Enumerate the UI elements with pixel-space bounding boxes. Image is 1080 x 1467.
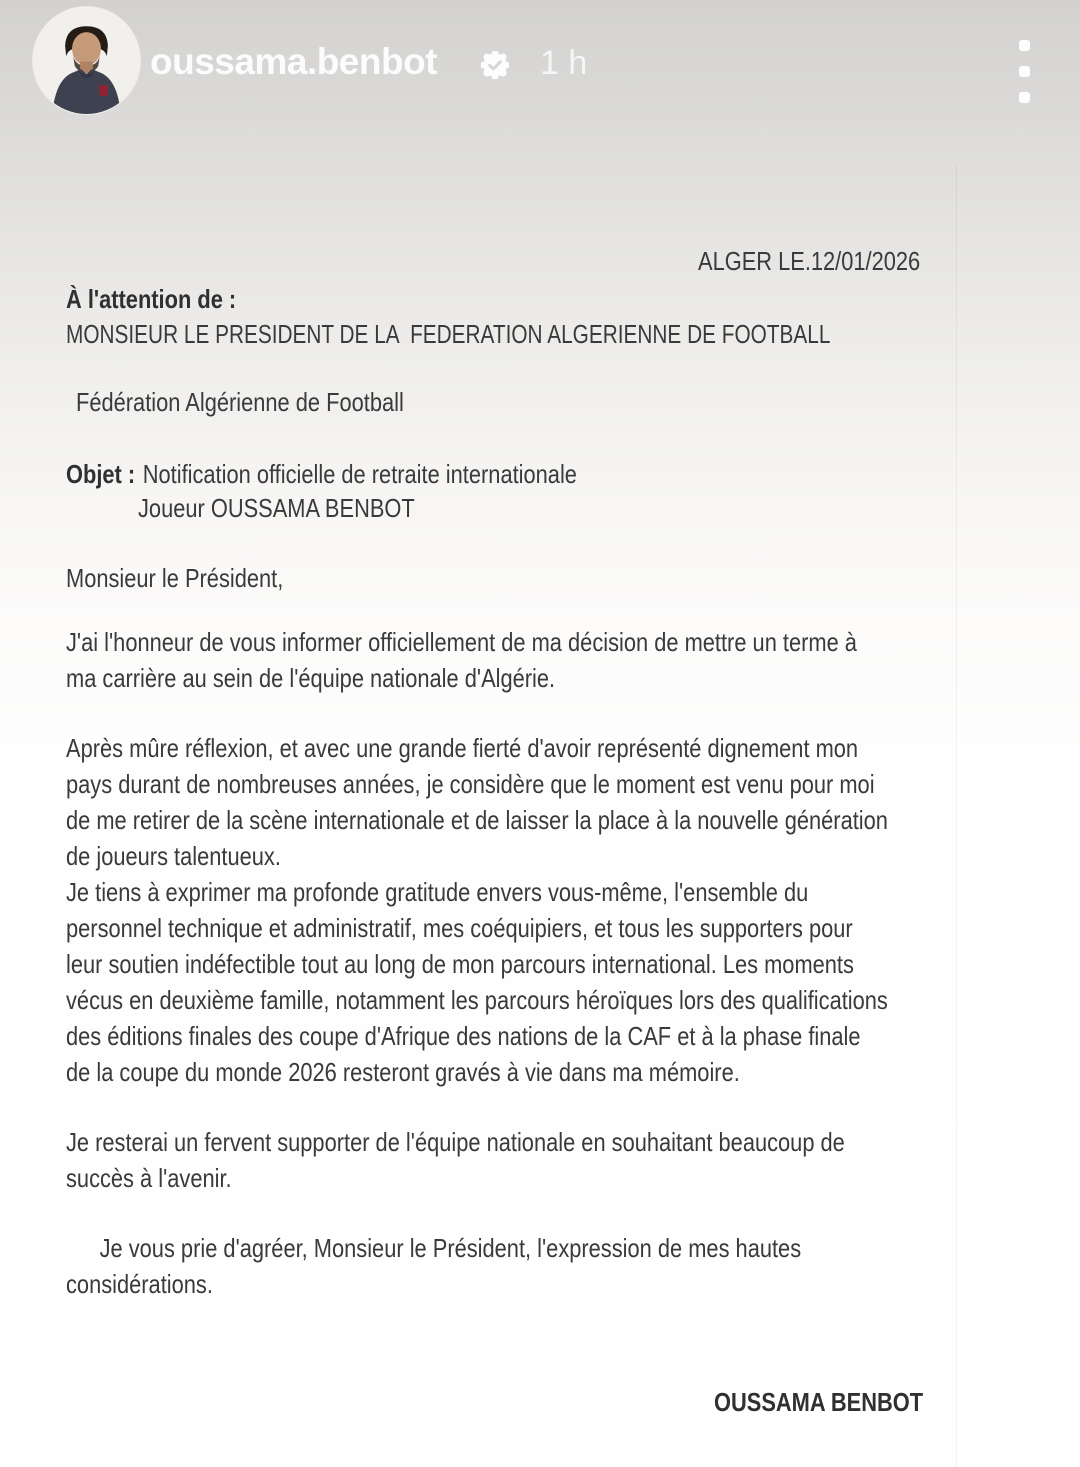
letter-line: J'ai l'honneur de vous informer officiellement de ma décision de mettre un terme à: [66, 627, 857, 657]
menu-dot-icon: [1019, 40, 1030, 51]
letter-line: des éditions finales des coupe d'Afrique des nations de la CAF et à la phase finale: [66, 1021, 861, 1051]
story-header: [0, 0, 1080, 130]
letter-subject-label: Objet :: [66, 459, 136, 489]
letter-line: vécus en deuxième famille, notamment les parcours héroïques lors des qualifications: [66, 985, 888, 1015]
letter-line: considérations.: [66, 1269, 213, 1299]
letter-line: de la coupe du monde 2026 resteront gravés à vie dans ma mémoire.: [66, 1057, 740, 1087]
letter-line: de joueurs talentueux.: [66, 841, 281, 871]
letter-line: ma carrière au sein de l'équipe nationale d'Algérie.: [66, 663, 556, 693]
letter-signature: OUSSAMA BENBOT: [714, 1387, 924, 1417]
letter-line: Après mûre réflexion, et avec une grande fierté d'avoir représenté dignement mon: [66, 733, 859, 763]
letter-subject-line: [66, 456, 577, 492]
player-portrait: [33, 7, 140, 114]
letter-salutation: Monsieur le Président,: [66, 563, 284, 593]
story-username[interactable]: oussama.benbot: [150, 41, 437, 82]
letter-line: pays durant de nombreuses années, je considère que le moment est venu pour moi: [66, 769, 875, 799]
menu-dot-icon: [1019, 92, 1030, 103]
letter-paragraph: [66, 1124, 1006, 1196]
letter-line: de me retirer de la scène internationale et de laisser la place à la nouvelle génération: [66, 805, 888, 835]
letter-line: succès à l'avenir.: [66, 1163, 232, 1193]
letter-line: Je tiens à exprimer ma profonde gratitude envers vous-même, l'ensemble du: [66, 877, 809, 907]
letter-date: ALGER LE.12/01/2026: [698, 246, 921, 276]
letter-line: personnel technique et administratif, mes coéquipiers, et tous les supporters pour: [66, 913, 853, 943]
avatar[interactable]: [33, 7, 140, 114]
letter-attention-heading: À l'attention de :: [66, 284, 237, 314]
letter-line: leur soutien indéfectible tout au long de mon parcours international. Les moments: [66, 949, 854, 979]
letter-subject-player: Joueur OUSSAMA BENBOT: [138, 493, 415, 523]
letter-recipient-line: MONSIEUR LE PRESIDENT DE LA FEDERATION ALGERIENNE DE FOOTBALL: [66, 319, 831, 349]
letter-paragraph: [66, 874, 1006, 1090]
story-timestamp: 1 h: [540, 44, 588, 82]
story-menu-button[interactable]: [1006, 28, 1042, 114]
letter-line: Je vous prie d'agréer, Monsieur le Président, l'expression de mes hautes: [99, 1233, 802, 1263]
letter-organization: Fédération Algérienne de Football: [76, 387, 404, 417]
letter-line: Je resterai un fervent supporter de l'équipe nationale en souhaitant beaucoup de: [66, 1127, 845, 1157]
letter-paragraph: [66, 730, 1006, 874]
verified-badge-icon: [481, 51, 509, 79]
letter-paragraph: [66, 1230, 1006, 1302]
letter-body: [66, 624, 1006, 1302]
letter-subject-text: Notification officielle de retraite internationale: [142, 459, 577, 489]
letter-paragraph: [66, 624, 1006, 696]
menu-dot-icon: [1019, 66, 1030, 77]
